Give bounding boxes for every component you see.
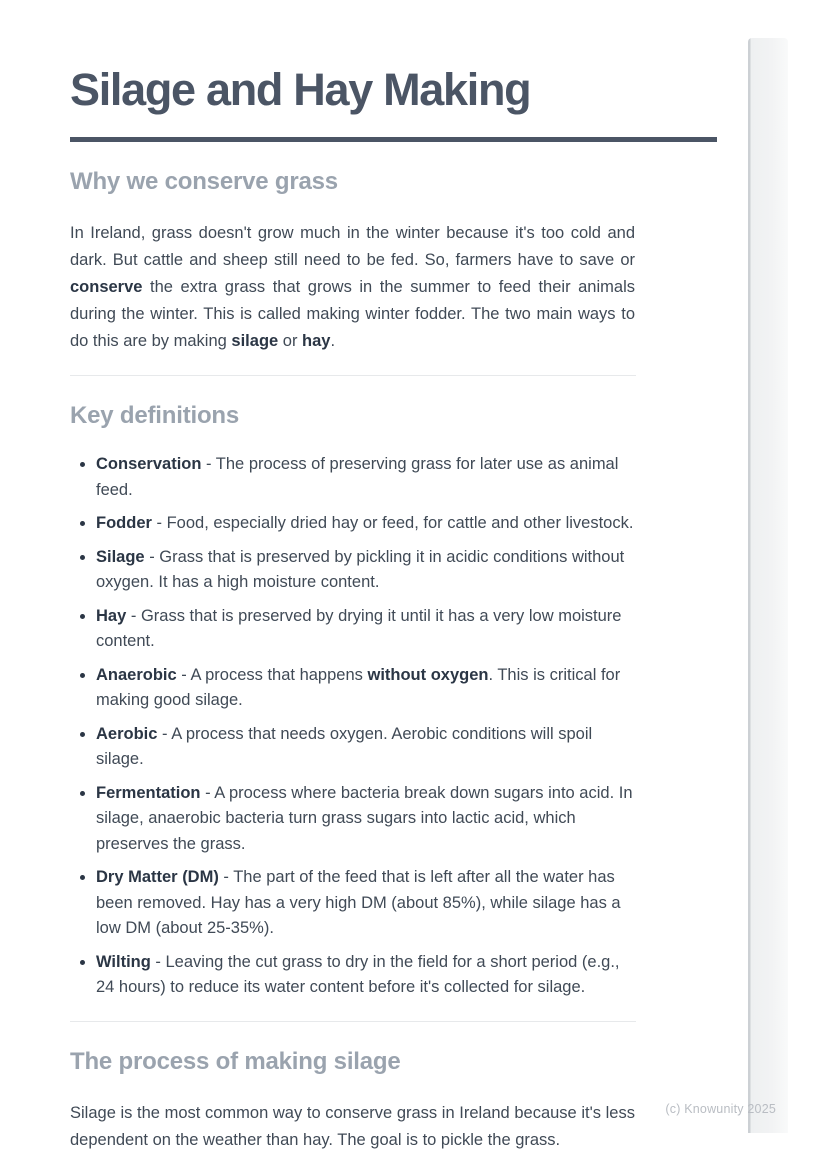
bold-term: silage [231, 332, 279, 350]
text-run: - The part of the feed that is left after all the water has been removed. Hay has a very high DM (about 85%), while silage has a low DM (about 25-35%). [96, 868, 621, 937]
paragraph [70, 220, 635, 355]
text-run: - Leaving the cut grass to dry in the field for a short period (e.g., 24 hours) to reduce its water content before it's collected for silage. [96, 952, 620, 996]
section-heading-key-definitions: Key definitions [70, 402, 240, 429]
definition-item [96, 452, 635, 503]
definition-item [96, 865, 635, 942]
text-run: . [330, 332, 336, 350]
text-run: - The process of preserving grass for later use as animal feed. [96, 455, 619, 499]
bold-term: Aerobic [96, 724, 158, 743]
section-heading-process-of-making-silage: The process of making silage [70, 1047, 401, 1075]
definition-item [96, 950, 635, 1001]
watermark: (c) Knowunity 2025 [665, 1102, 776, 1116]
bold-term: Conservation [96, 455, 202, 473]
page-edge-strip [748, 38, 788, 1133]
definition-item [96, 604, 635, 655]
section-heading-why-we-conserve-grass: Why we conserve grass [70, 168, 338, 195]
definitions-list [70, 452, 635, 1001]
definition-item [96, 511, 635, 537]
text-run: In Ireland, grass doesn't grow much in the winter because it's too cold and dark. But cattle and sheep still need to be fed. So, farmers have to save or [70, 224, 635, 269]
paragraph [70, 1100, 635, 1154]
text-run: - Grass that is preserved by drying it until it has a very low moisture content. [96, 606, 622, 650]
text-run: - A process where bacteria break down sugars into acid. In silage, anaerobic bacteria turn grass sugars into lactic acid, which preserves the grass. [96, 783, 633, 853]
bold-term: Fodder [96, 514, 152, 532]
bold-term: Silage [96, 547, 145, 566]
definition-item [96, 545, 635, 596]
bold-term: Wilting [96, 952, 151, 971]
definition-item [96, 663, 635, 714]
title-rule [70, 137, 717, 142]
text-run: . This is critical for making good silage. [96, 665, 621, 709]
definition-item [96, 722, 635, 773]
bold-term: Hay [96, 606, 127, 625]
bold-term: Anaerobic [96, 665, 177, 684]
bold-term: Dry Matter (DM) [96, 868, 219, 886]
sections-container [70, 167, 717, 1154]
bold-term: conserve [70, 278, 143, 296]
definition-item [96, 781, 635, 858]
text-run: or [278, 332, 303, 350]
bold-term: without oxygen [367, 665, 489, 684]
section-divider [70, 1021, 636, 1022]
text-run: - Grass that is preserved by pickling it in acidic conditions without oxygen. It has a high moisture content. [96, 547, 625, 591]
page-title: Silage and Hay Making [70, 64, 531, 115]
section-divider [70, 375, 636, 376]
text-run: Silage is the most common way to conserve grass in Ireland because it's less dependent on the weather than hay. The goal is to pickle the grass. [70, 1103, 635, 1149]
text-run: - A process that happens [176, 665, 368, 684]
bold-term: hay [302, 332, 331, 350]
document-content [70, 64, 717, 1154]
text-run: - A process that needs oxygen. Aerobic conditions will spoil silage. [96, 724, 593, 768]
text-run: - Food, especially dried hay or feed, for cattle and other livestock. [151, 514, 634, 532]
text-run: the extra grass that grows in the summer to feed their animals during the winter. This is called making winter fodder. The two main ways to do this are by making [70, 278, 635, 350]
bold-term: Fermentation [96, 783, 201, 802]
